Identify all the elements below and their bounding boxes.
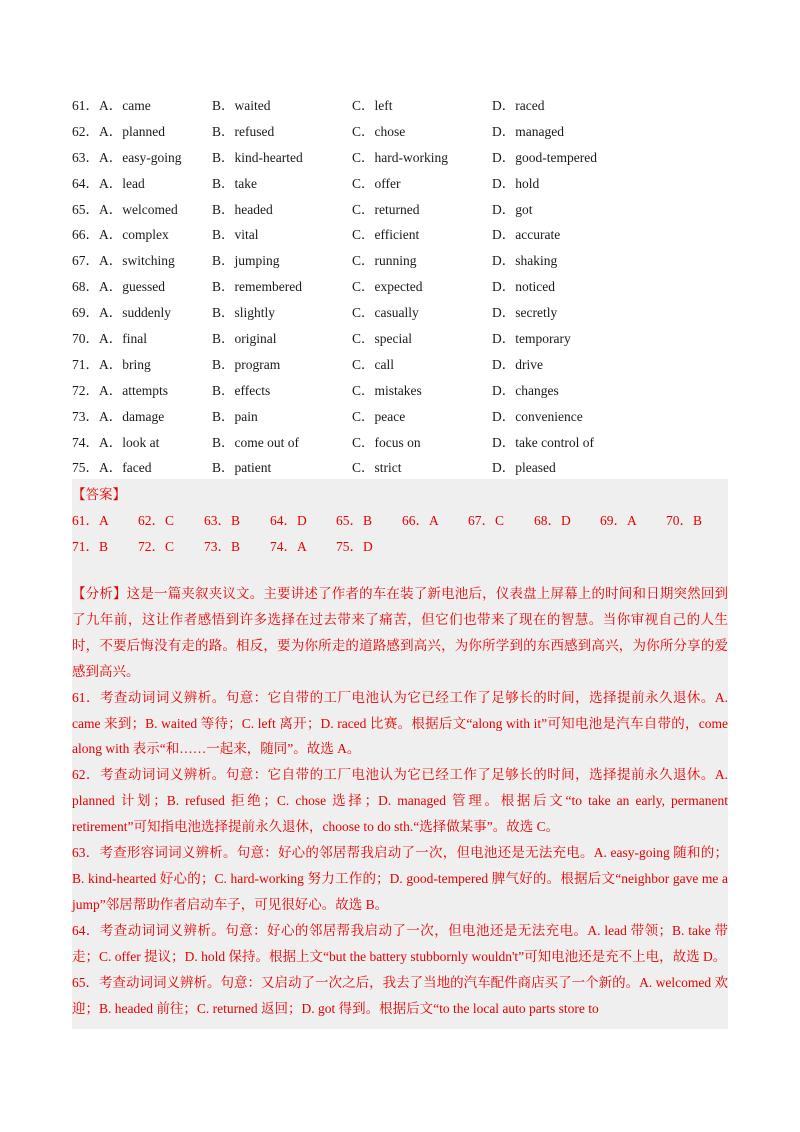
option-row-74 [72,430,732,456]
option-d: D．convenience [492,408,583,424]
option-a: 65．A．welcomed [72,201,178,217]
option-b: B．original [212,331,277,347]
option-c: C．casually [352,305,419,321]
option-d: D．temporary [492,331,571,347]
option-row-68 [72,274,732,300]
option-c: C．special [352,331,412,347]
analysis-61: 61．考查动词词义辨析。句意：它自带的工厂电池认为它已经工作了足够长的时间，选择提前永久退休。A. came 来到；B. waited 等待；C. left 离开；D. raced 比赛。根据后文“along with it”可知电池是汽车自带的，come along with 表示“和……一起来，随同”。故选 A。 [72,689,728,757]
option-c: C．mistakes [352,382,422,398]
option-a: 69．A．suddenly [72,305,171,321]
option-d: D．pleased [492,460,556,476]
option-row-66 [72,222,732,248]
option-row-64 [72,171,732,197]
answer-item: 65．B [336,513,373,528]
analysis-65: 65．考查动词词义辨析。句意：又启动了一次之后，我去了当地的汽车配件商店买了一个新的。A. welcomed 欢迎；B. headed 前往；C. returned 返回；D. got 得到。根据后文“to the local auto parts store to [72,974,728,1016]
option-b: B．take [212,175,257,191]
option-d: D．noticed [492,279,555,295]
analysis-64: 64．考查动词词义辨析。句意：好心的邻居帮我启动了一次，但电池还是无法充电。A. lead 带领；B. take 带走；C. offer 提议；D. hold 保持。根据上文“but the battery stubbornly wouldn't”可知电池还是充不上电，故选 D。 [72,922,728,964]
option-b: B．vital [212,227,259,243]
option-d: D．shaking [492,253,558,269]
analysis-text [72,581,728,1021]
option-b: B．patient [212,460,272,476]
option-d: D．secretly [492,305,558,321]
answer-item: 68．D [534,513,571,528]
option-b: B．come out of [212,434,299,450]
option-d: D．accurate [492,227,561,243]
option-row-62 [72,119,732,145]
option-row-72 [72,378,732,404]
option-b: B．jumping [212,253,280,269]
option-a: 72．A．attempts [72,382,168,398]
option-row-67 [72,248,732,274]
option-c: C．running [352,253,417,269]
option-c: C．offer [352,175,401,191]
option-a: 64．A．lead [72,175,145,191]
option-c: C．strict [352,460,402,476]
option-d: D．managed [492,123,564,139]
option-a: 68．A．guessed [72,279,165,295]
option-c: C．focus on [352,434,421,450]
option-c: C．efficient [352,227,420,243]
option-a: 71．A．bring [72,356,151,372]
option-row-71 [72,352,732,378]
option-b: B．headed [212,201,273,217]
analysis-intro: 【分析】这是一篇夹叙夹议文。主要讲述了作者的车在装了新电池后，仪表盘上屏幕上的时间和日期突然回到了九年前，这让作者感悟到许多选择在过去带来了痛苦，但它们也带来了现在的智慧。当你审视自己的人生时，不要后悔没有走的路。相反，要为你所走的道路感到高兴，为你所学到的东西感到高兴，为你所分享的爱感到高兴。 [72,586,728,679]
answer-heading: 【答案】 [72,487,126,502]
option-a: 61．A．came [72,98,151,113]
option-d: D．raced [492,98,545,113]
option-c: C．returned [352,201,420,217]
option-a: 63．A．easy-going [72,149,182,165]
option-a: 74．A．look at [72,434,160,450]
option-row-73 [72,404,732,430]
option-b: B．pain [212,408,258,424]
answer-item: 64．D [270,513,307,528]
option-b: B．program [212,356,281,372]
analysis-62: 62．考查动词词义辨析。句意：它自带的工厂电池认为它已经工作了足够长的时间，选择提前永久退休。A. planned 计划；B. refused 拒绝；C. chose 选择；D. managed 管理。根据后文“to take an early, permanent retirement”可知指电池选择提前永久退休，choose to do sth.“选择做某事”。故选 C。 [72,767,728,835]
answer-item: 66．A [402,513,439,528]
answer-section [72,479,728,1029]
option-d: D．changes [492,382,559,398]
answer-item: 73．B [204,539,241,554]
option-a: 66．A．complex [72,227,169,243]
option-c: C．expected [352,279,423,295]
option-row-63 [72,145,732,171]
answer-item: 67．C [468,513,505,528]
options-list [72,93,732,481]
answer-item: 74．A [270,539,307,554]
option-c: C．call [352,356,394,372]
option-d: D．hold [492,175,540,191]
option-b: B．kind-hearted [212,149,303,165]
option-a: 70．A．final [72,331,147,347]
option-a: 62．A．planned [72,123,165,139]
answer-item: 72．C [138,539,175,554]
option-row-69 [72,300,732,326]
option-d: D．good-tempered [492,149,597,165]
answer-row [72,508,732,534]
option-c: C．peace [352,408,406,424]
option-b: B．refused [212,123,275,139]
answer-item: 62．C [138,513,175,528]
answer-item: 61．A [72,513,109,528]
option-row-70 [72,326,732,352]
option-b: B．waited [212,98,271,113]
answer-item: 71．B [72,539,109,554]
analysis-63: 63．考查形容词词义辨析。句意：好心的邻居帮我启动了一次，但电池还是无法充电。A. easy-going 随和的；B. kind-hearted 好心的；C. hard-working 努力工作的；D. good-tempered 脾气好的。根据后文“neighbor gave me a jump”邻居帮助作者启动车子，可见很好心。故选 B。 [72,845,728,912]
answer-item: 75．D [336,539,373,554]
answer-item: 70．B [666,513,703,528]
option-a: 67．A．switching [72,253,175,269]
answer-item: 69．A [600,513,637,528]
option-a: 73．A．damage [72,408,165,424]
answer-item: 63．B [204,513,241,528]
option-d: D．take control of [492,434,594,450]
option-b: B．remembered [212,279,302,295]
option-b: B．slightly [212,305,276,321]
answer-row [72,534,402,560]
option-b: B．effects [212,382,271,398]
option-d: D．got [492,201,533,217]
option-d: D．drive [492,356,543,372]
option-row-61 [72,93,732,119]
option-row-75 [72,455,732,481]
option-a: 75．A．faced [72,460,152,476]
option-c: C．hard-working [352,149,448,165]
option-row-65 [72,197,732,223]
option-c: C．left [352,98,393,113]
option-c: C．chose [352,123,406,139]
